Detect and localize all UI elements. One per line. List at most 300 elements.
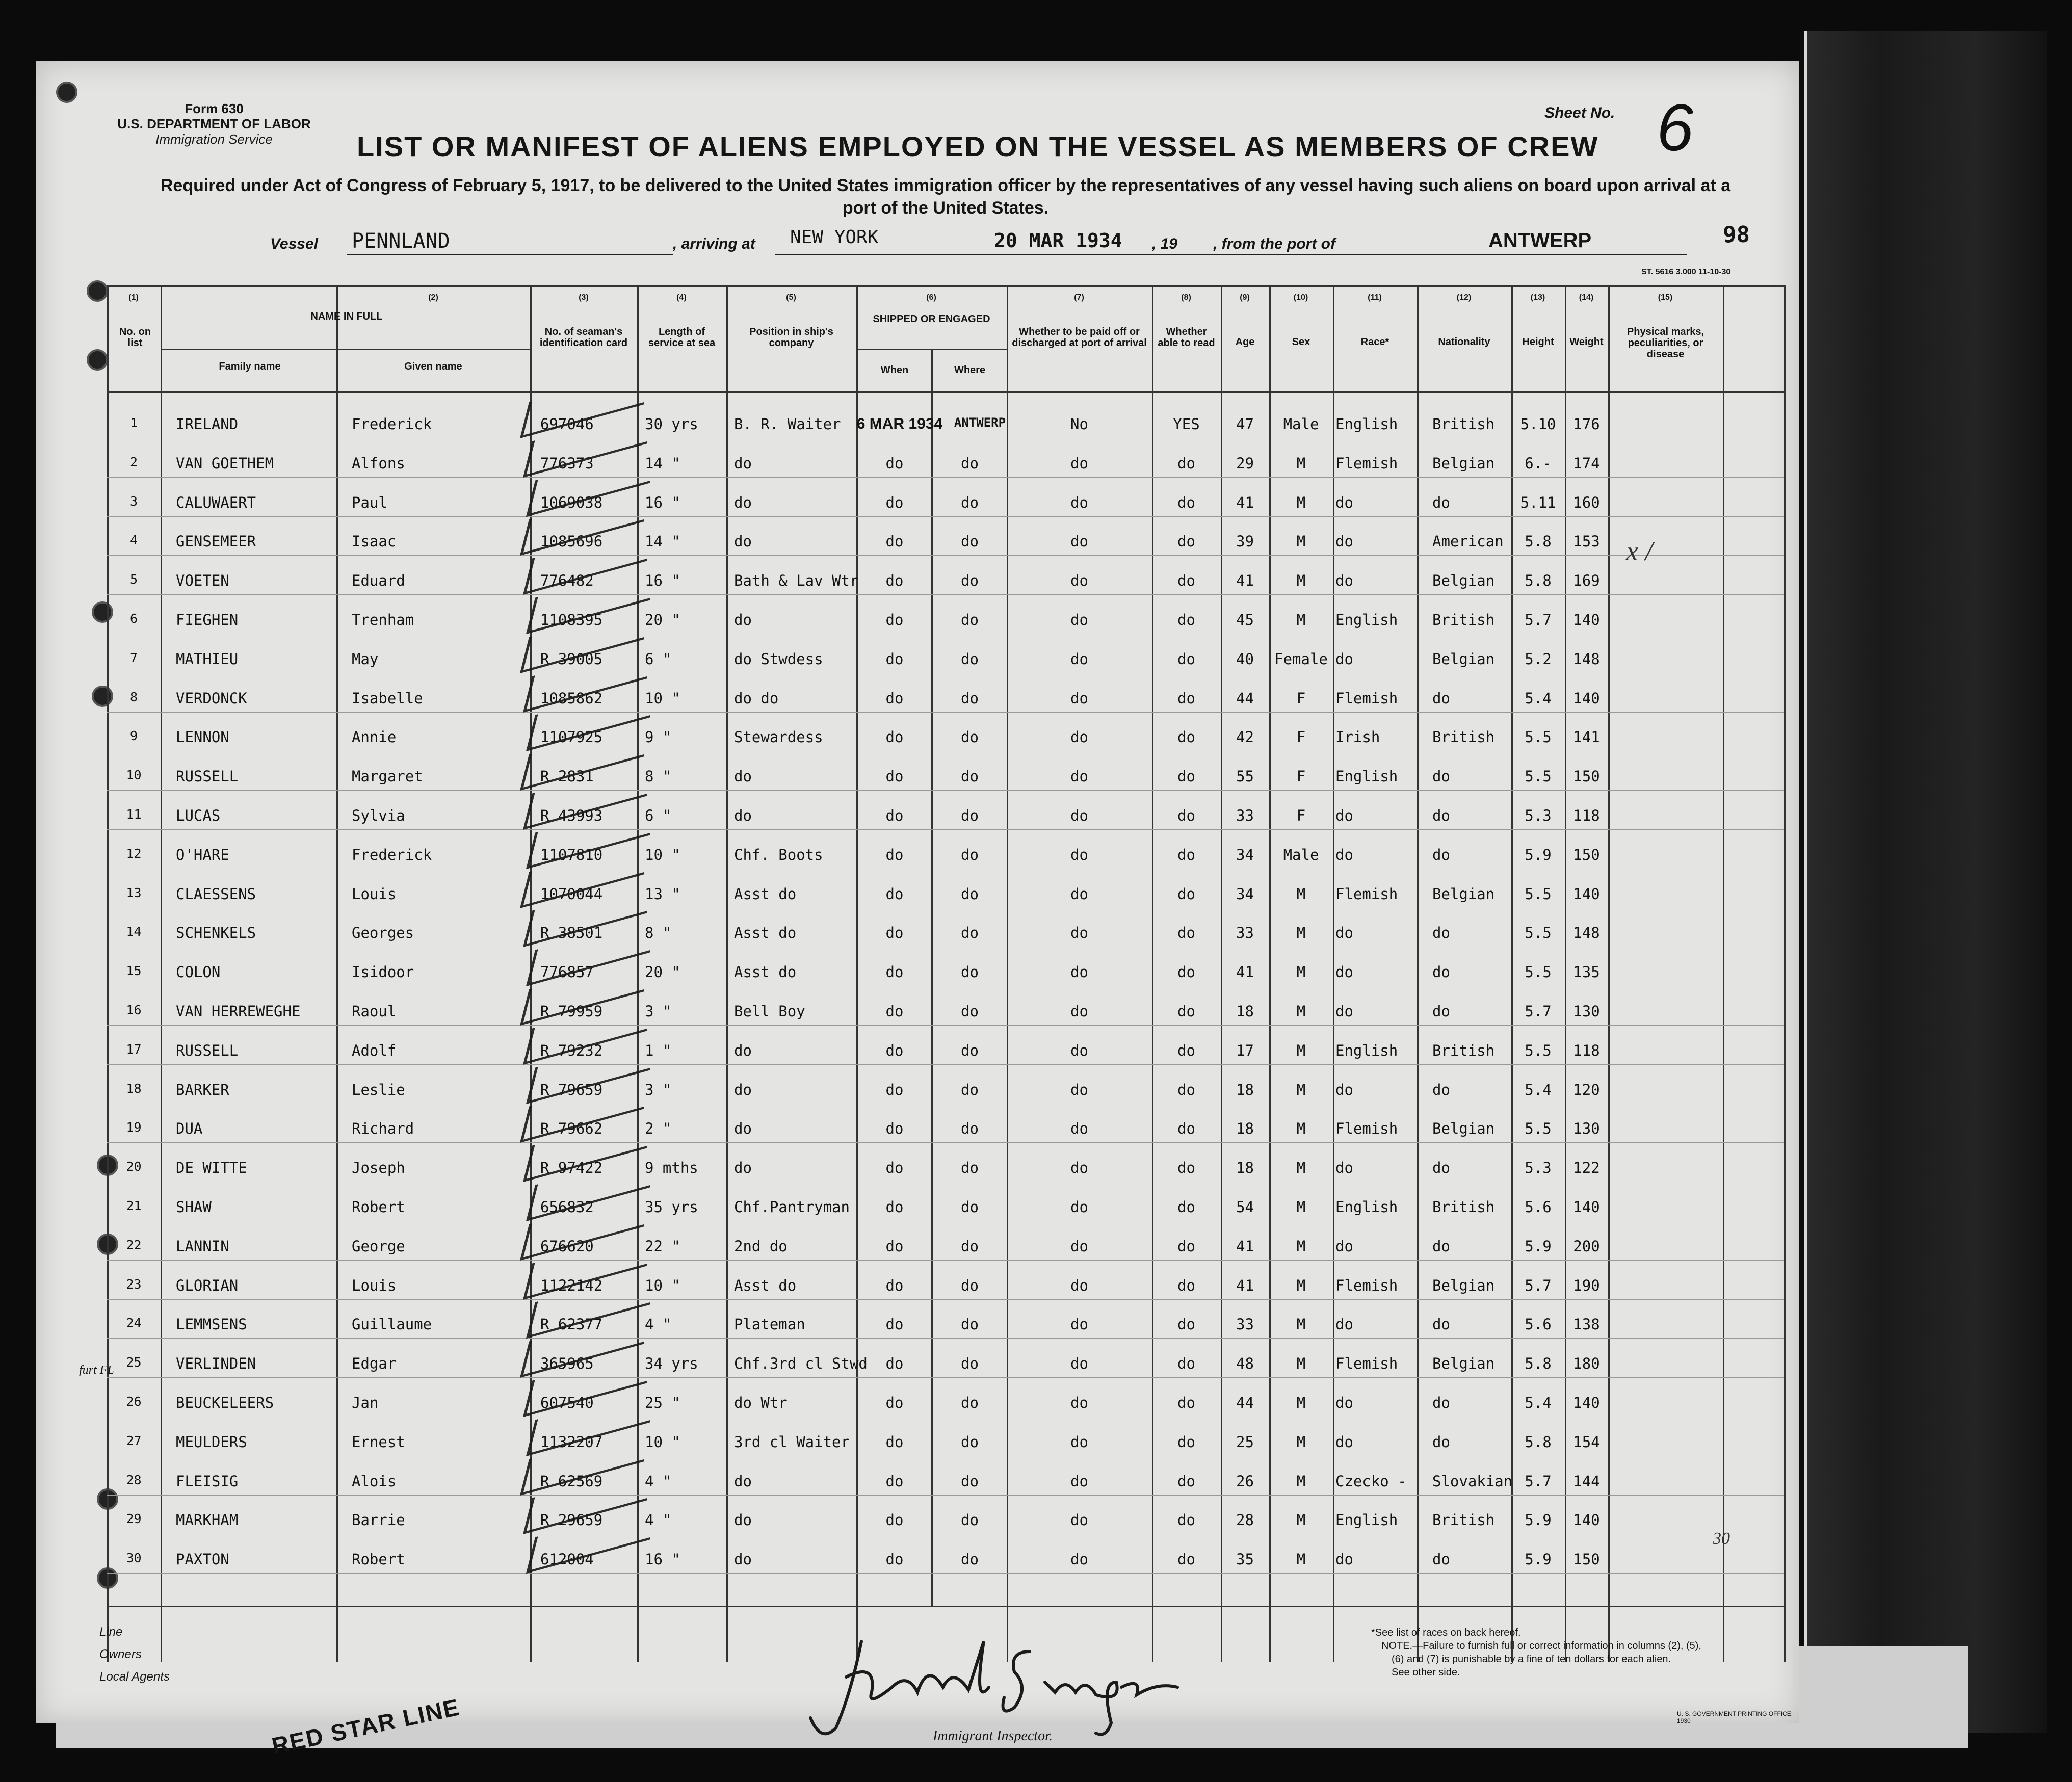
- row-9-position: Stewardess: [734, 728, 823, 746]
- row-7-read: do: [1177, 650, 1195, 668]
- row-12-no: 12: [126, 846, 142, 861]
- row-17-given: Adolf: [352, 1041, 397, 1059]
- row-16-nationality: do: [1432, 1003, 1450, 1020]
- row-11-position: do: [734, 807, 752, 824]
- row-26-age: 44: [1236, 1394, 1254, 1411]
- column-header-length-service: Length of service at sea: [648, 326, 716, 349]
- row-4-given: Isaac: [352, 533, 397, 551]
- row-4-race: do: [1335, 533, 1353, 551]
- row-4-family: GENSEMEER: [176, 533, 256, 551]
- row-8-card: 1085862: [540, 689, 603, 707]
- row-5-family: VOETEN: [176, 572, 229, 590]
- row-28-race: Czecko -: [1335, 1472, 1407, 1490]
- row-4-height: 5.8: [1525, 533, 1552, 551]
- row-1-no: 1: [129, 415, 138, 430]
- row-26-sex: M: [1296, 1394, 1306, 1411]
- column-number: (4): [676, 293, 687, 302]
- row-20-height: 5.3: [1525, 1159, 1552, 1177]
- row-9-nationality: British: [1432, 728, 1495, 746]
- inspector-signature: [790, 1631, 1198, 1743]
- row-3-length: 16 ": [645, 493, 680, 511]
- row-25-height: 5.8: [1525, 1355, 1552, 1373]
- column-header-weight: Weight: [1569, 336, 1604, 348]
- row-11-weight: 118: [1573, 807, 1600, 824]
- row-7-nationality: Belgian: [1432, 650, 1495, 668]
- row-5-age: 41: [1236, 572, 1254, 590]
- row-6-nationality: British: [1432, 611, 1495, 628]
- row-19-no: 19: [126, 1120, 142, 1135]
- row-24-height: 5.6: [1525, 1316, 1552, 1333]
- row-1-sex: Male: [1283, 415, 1319, 433]
- row-3-card: 1069038: [540, 493, 603, 511]
- row-17-weight: 118: [1573, 1041, 1600, 1059]
- row-23-family: GLORIAN: [176, 1276, 239, 1294]
- row-30-weight: 150: [1573, 1551, 1600, 1568]
- column-header-paid-off: Whether to be paid off or discharged at port of arrival: [1012, 326, 1147, 349]
- row-17-position: do: [734, 1041, 752, 1059]
- row-8-nationality: do: [1432, 689, 1450, 707]
- row-1-nationality: British: [1432, 415, 1495, 433]
- row-16-family: VAN HERREWEGHE: [176, 1003, 301, 1020]
- row-19-sex: M: [1296, 1120, 1306, 1138]
- row-27-card: 1132207: [540, 1433, 603, 1451]
- row-30-card: 612004: [540, 1551, 594, 1568]
- row-29-age: 28: [1236, 1511, 1254, 1529]
- row-16-given: Raoul: [352, 1003, 397, 1020]
- vessel-name: PENNLAND: [352, 229, 450, 253]
- row-1-position: B. R. Waiter: [734, 415, 841, 433]
- row-10-paid: do: [1070, 768, 1088, 785]
- row-14-paid: do: [1070, 924, 1088, 942]
- row-5-race: do: [1335, 572, 1353, 590]
- row-28-no: 28: [126, 1472, 142, 1487]
- row-20-where: do: [961, 1159, 979, 1177]
- row-13-position: Asst do: [734, 885, 797, 903]
- row-6-no: 6: [129, 611, 138, 626]
- row-10-family: RUSSELL: [176, 768, 239, 785]
- row-4-where: do: [961, 533, 979, 551]
- column-header-nationality: Nationality: [1438, 336, 1490, 348]
- row-6-family: FIEGHEN: [176, 611, 239, 628]
- row-29-height: 5.9: [1525, 1511, 1552, 1529]
- row-3-position: do: [734, 493, 752, 511]
- row-6-paid: do: [1070, 611, 1088, 628]
- row-27-height: 5.8: [1525, 1433, 1552, 1451]
- row-28-given: Alois: [352, 1472, 397, 1490]
- row-22-race: do: [1335, 1237, 1353, 1255]
- row-24-read: do: [1177, 1316, 1195, 1333]
- row-23-sex: M: [1296, 1276, 1306, 1294]
- row-20-paid: do: [1070, 1159, 1088, 1177]
- row-5-weight: 169: [1573, 572, 1600, 590]
- row-16-card: R 79959: [540, 1003, 603, 1020]
- row-9-read: do: [1177, 728, 1195, 746]
- row-2-age: 29: [1236, 454, 1254, 472]
- column-number: (8): [1181, 293, 1191, 302]
- row-9-no: 9: [129, 728, 138, 744]
- row-23-position: Asst do: [734, 1276, 797, 1294]
- row-16-length: 3 ": [645, 1003, 672, 1020]
- row-7-sex: Female: [1274, 650, 1328, 668]
- row-30-read: do: [1177, 1551, 1195, 1568]
- row-22-where: do: [961, 1237, 979, 1255]
- footer-labels: [99, 1621, 170, 1688]
- row-11-when: do: [885, 807, 904, 824]
- row-30-nationality: do: [1432, 1551, 1450, 1568]
- row-16-race: do: [1335, 1003, 1353, 1020]
- row-11-where: do: [961, 807, 979, 824]
- row-26-when: do: [885, 1394, 904, 1411]
- row-22-card: 676620: [540, 1237, 594, 1255]
- row-19-paid: do: [1070, 1120, 1088, 1138]
- row-28-nationality: Slovakian: [1432, 1472, 1513, 1490]
- row-1-height: 5.10: [1520, 415, 1556, 433]
- row-25-length: 34 yrs: [645, 1355, 698, 1373]
- row-15-length: 20 ": [645, 963, 680, 981]
- row-19-given: Richard: [352, 1120, 414, 1138]
- line-label: Line: [99, 1625, 123, 1639]
- row-2-family: VAN GOETHEM: [176, 454, 274, 472]
- owners-label: Owners: [99, 1647, 142, 1661]
- row-5-read: do: [1177, 572, 1195, 590]
- row-16-position: Bell Boy: [734, 1003, 805, 1020]
- row-28-where: do: [961, 1472, 979, 1490]
- row-15-paid: do: [1070, 963, 1088, 981]
- column-number: (11): [1368, 293, 1382, 302]
- column-number: (10): [1293, 293, 1308, 302]
- row-29-family: MARKHAM: [176, 1511, 239, 1529]
- row-5-nationality: Belgian: [1432, 572, 1495, 590]
- row-10-sex: F: [1296, 768, 1306, 785]
- row-6-length: 20 ": [645, 611, 680, 628]
- row-25-age: 48: [1236, 1355, 1254, 1373]
- row-3-height: 5.11: [1520, 493, 1556, 511]
- row-13-paid: do: [1070, 885, 1088, 903]
- row-5-sex: M: [1296, 572, 1306, 590]
- row-21-sex: M: [1296, 1198, 1306, 1216]
- row-9-where: do: [961, 728, 979, 746]
- row-30-when: do: [885, 1551, 904, 1568]
- row-28-age: 26: [1236, 1472, 1254, 1490]
- row-4-length: 14 ": [645, 533, 680, 551]
- column-number: (13): [1530, 293, 1545, 302]
- row-24-paid: do: [1070, 1316, 1088, 1333]
- row-23-read: do: [1177, 1276, 1195, 1294]
- row-30-length: 16 ": [645, 1551, 680, 1568]
- row-13-where: do: [961, 885, 979, 903]
- row-19-race: Flemish: [1335, 1120, 1398, 1138]
- column-header-when: When: [880, 364, 909, 376]
- row-17-no: 17: [126, 1041, 142, 1057]
- row-10-where: do: [961, 768, 979, 785]
- row-15-when: do: [885, 963, 904, 981]
- row-19-position: do: [734, 1120, 752, 1138]
- row-8-position: do do: [734, 689, 779, 707]
- row-24-nationality: do: [1432, 1316, 1450, 1333]
- row-16-where: do: [961, 1003, 979, 1020]
- row-25-given: Edgar: [352, 1355, 397, 1373]
- column-header-height: Height: [1522, 336, 1554, 348]
- row-5-length: 16 ": [645, 572, 680, 590]
- row-12-height: 5.9: [1525, 846, 1552, 863]
- row-8-race: Flemish: [1335, 689, 1398, 707]
- row-9-card: 1107925: [540, 728, 603, 746]
- row-23-given: Louis: [352, 1276, 397, 1294]
- column-header-shipped-engaged: SHIPPED OR ENGAGED: [873, 313, 990, 325]
- row-22-no: 22: [126, 1237, 142, 1252]
- column-header-where: Where: [954, 364, 986, 376]
- row-4-nationality: American: [1432, 533, 1504, 551]
- fine-note-cont: (6) and (7) is punishable by a fine of ten dollars for each alien.: [1392, 1654, 1671, 1665]
- row-30-position: do: [734, 1551, 752, 1568]
- red-star-line-stamp: RED STAR LINE: [269, 1693, 462, 1760]
- department: U.S. DEPARTMENT OF LABOR: [117, 116, 311, 132]
- fine-note: NOTE.—Failure to furnish full or correct information in columns (2), (5),: [1381, 1640, 1701, 1652]
- row-27-nationality: do: [1432, 1433, 1450, 1451]
- row-12-read: do: [1177, 846, 1195, 863]
- row-2-paid: do: [1070, 454, 1088, 472]
- row-26-read: do: [1177, 1394, 1195, 1411]
- row-22-family: LANNIN: [176, 1237, 229, 1255]
- row-26-weight: 140: [1573, 1394, 1600, 1411]
- row-13-race: Flemish: [1335, 885, 1398, 903]
- row-5-given: Eduard: [352, 572, 405, 590]
- row-29-where: do: [961, 1511, 979, 1529]
- row-10-no: 10: [126, 768, 142, 783]
- row-7-card: R 39005: [540, 650, 603, 668]
- row-14-nationality: do: [1432, 924, 1450, 942]
- row-27-family: MEULDERS: [176, 1433, 247, 1451]
- row-7-family: MATHIEU: [176, 650, 239, 668]
- row-5-card: 776482: [540, 572, 594, 590]
- inspector-label: Immigrant Inspector.: [933, 1728, 1053, 1744]
- row-3-when: do: [885, 493, 904, 511]
- row-2-height: 6.-: [1525, 454, 1552, 472]
- row-24-position: Plateman: [734, 1316, 805, 1333]
- row-27-race: do: [1335, 1433, 1353, 1451]
- row-14-card: R 38501: [540, 924, 603, 942]
- row-7-where: do: [961, 650, 979, 668]
- row-7-age: 40: [1236, 650, 1254, 668]
- row-6-given: Trenham: [352, 611, 414, 628]
- row-19-read: do: [1177, 1120, 1195, 1138]
- column-header-sex: Sex: [1292, 336, 1310, 348]
- row-13-no: 13: [126, 885, 142, 900]
- row-28-card: R 62569: [540, 1472, 603, 1490]
- other-side-note: See other side.: [1392, 1667, 1460, 1678]
- row-24-when: do: [885, 1316, 904, 1333]
- column-number: (5): [786, 293, 796, 302]
- row-8-paid: do: [1070, 689, 1088, 707]
- row-11-paid: do: [1070, 807, 1088, 824]
- row-17-sex: M: [1296, 1041, 1306, 1059]
- row-6-card: 1108395: [540, 611, 603, 628]
- row-15-height: 5.5: [1525, 963, 1552, 981]
- row-29-race: English: [1335, 1511, 1398, 1529]
- row-1-length: 30 yrs: [645, 415, 698, 433]
- pencil-count: 30: [1713, 1529, 1730, 1548]
- row-26-given: Jan: [352, 1394, 379, 1411]
- row-26-where: do: [961, 1394, 979, 1411]
- row-2-given: Alfons: [352, 454, 405, 472]
- row-13-sex: M: [1296, 885, 1306, 903]
- row-23-length: 10 ": [645, 1276, 680, 1294]
- row-24-card: R 62377: [540, 1316, 603, 1333]
- row-26-race: do: [1335, 1394, 1353, 1411]
- row-20-given: Joseph: [352, 1159, 405, 1177]
- row-7-race: do: [1335, 650, 1353, 668]
- row-2-read: do: [1177, 454, 1195, 472]
- row-22-weight: 200: [1573, 1237, 1600, 1255]
- row-14-length: 8 ": [645, 924, 672, 942]
- row-19-height: 5.5: [1525, 1120, 1552, 1138]
- row-27-sex: M: [1296, 1433, 1306, 1451]
- row-5-where: do: [961, 572, 979, 590]
- row-28-weight: 144: [1573, 1472, 1600, 1490]
- column-header-age: Age: [1235, 336, 1255, 348]
- column-number: (3): [579, 293, 589, 302]
- row-8-read: do: [1177, 689, 1195, 707]
- row-18-card: R 79659: [540, 1081, 603, 1098]
- row-14-when: do: [885, 924, 904, 942]
- row-1-age: 47: [1236, 415, 1254, 433]
- row-6-position: do: [734, 611, 752, 628]
- column-number: (7): [1074, 293, 1084, 302]
- row-21-when: do: [885, 1198, 904, 1216]
- row-1-card: 697046: [540, 415, 594, 433]
- row-25-where: do: [961, 1355, 979, 1373]
- row-16-no: 16: [126, 1003, 142, 1017]
- row-12-paid: do: [1070, 846, 1088, 863]
- row-4-read: do: [1177, 533, 1195, 551]
- row-7-paid: do: [1070, 650, 1088, 668]
- pencil-mark-row4: x /: [1626, 536, 1653, 566]
- row-21-position: Chf.Pantryman: [734, 1198, 850, 1216]
- column-header-physical-marks: Physical marks, peculiarities, or disease: [1627, 326, 1704, 360]
- row-3-age: 41: [1236, 493, 1254, 511]
- row-26-card: 607540: [540, 1394, 594, 1411]
- stock-code: ST. 5616 3.000 11-10-30: [1641, 268, 1731, 276]
- row-18-weight: 120: [1573, 1081, 1600, 1098]
- row-23-when: do: [885, 1276, 904, 1294]
- row-9-when: do: [885, 728, 904, 746]
- printing-office-mark: U. S. GOVERNMENT PRINTING OFFICE: 1930: [1677, 1710, 1793, 1724]
- row-20-no: 20: [126, 1159, 142, 1174]
- row-6-sex: M: [1296, 611, 1306, 628]
- row-24-sex: M: [1296, 1316, 1306, 1333]
- row-27-length: 10 ": [645, 1433, 680, 1451]
- row-3-family: CALUWAERT: [176, 493, 256, 511]
- row-2-where: do: [961, 454, 979, 472]
- row-18-race: do: [1335, 1081, 1353, 1098]
- row-10-length: 8 ": [645, 768, 672, 785]
- row-22-read: do: [1177, 1237, 1195, 1255]
- row-20-position: do: [734, 1159, 752, 1177]
- row-29-read: do: [1177, 1511, 1195, 1529]
- row-3-nationality: do: [1432, 493, 1450, 511]
- races-note: *See list of races on back hereof.: [1371, 1627, 1521, 1638]
- row-12-where: do: [961, 846, 979, 863]
- row-17-card: R 79232: [540, 1041, 603, 1059]
- row-22-position: 2nd do: [734, 1237, 788, 1255]
- row-21-read: do: [1177, 1198, 1195, 1216]
- row-2-sex: M: [1296, 454, 1306, 472]
- row-12-family: O'HARE: [176, 846, 229, 863]
- row-3-given: Paul: [352, 493, 387, 511]
- row-5-no: 5: [129, 572, 138, 587]
- row-3-where: do: [961, 493, 979, 511]
- row-28-paid: do: [1070, 1472, 1088, 1490]
- row-1-paid: No: [1070, 415, 1088, 433]
- row-14-sex: M: [1296, 924, 1306, 942]
- row-21-where: do: [961, 1198, 979, 1216]
- row-27-paid: do: [1070, 1433, 1088, 1451]
- row-9-sex: F: [1296, 728, 1306, 746]
- row-16-when: do: [885, 1003, 904, 1020]
- row-7-height: 5.2: [1525, 650, 1552, 668]
- vessel-label: Vessel: [270, 235, 318, 252]
- service: Immigration Service: [155, 132, 273, 147]
- row-20-family: DE WITTE: [176, 1159, 247, 1177]
- row-18-no: 18: [126, 1081, 142, 1096]
- row-29-nationality: British: [1432, 1511, 1495, 1529]
- row-15-sex: M: [1296, 963, 1306, 981]
- row-24-length: 4 ": [645, 1316, 672, 1333]
- row-10-card: R 2831: [540, 768, 594, 785]
- row-6-read: do: [1177, 611, 1195, 628]
- row-24-where: do: [961, 1316, 979, 1333]
- column-number: (9): [1240, 293, 1250, 302]
- row-13-weight: 140: [1573, 885, 1600, 903]
- row-1-when: 6 MAR 1934: [856, 415, 943, 432]
- row-19-when: do: [885, 1120, 904, 1138]
- row-22-height: 5.9: [1525, 1237, 1552, 1255]
- row-20-age: 18: [1236, 1159, 1254, 1177]
- row-10-height: 5.5: [1525, 768, 1552, 785]
- row-24-race: do: [1335, 1316, 1353, 1333]
- row-12-length: 10 ": [645, 846, 680, 863]
- row-26-length: 25 ": [645, 1394, 680, 1411]
- row-15-position: Asst do: [734, 963, 797, 981]
- row-21-card: 656832: [540, 1198, 594, 1216]
- row-9-length: 9 ": [645, 728, 672, 746]
- row-18-length: 3 ": [645, 1081, 672, 1098]
- row-17-length: 1 ": [645, 1041, 672, 1059]
- row-8-age: 44: [1236, 689, 1254, 707]
- row-29-paid: do: [1070, 1511, 1088, 1529]
- row-8-given: Isabelle: [352, 689, 423, 707]
- row-11-card: R 43993: [540, 807, 603, 824]
- row-17-read: do: [1177, 1041, 1195, 1059]
- row-13-height: 5.5: [1525, 885, 1552, 903]
- row-9-paid: do: [1070, 728, 1088, 746]
- row-6-where: do: [961, 611, 979, 628]
- row-2-nationality: Belgian: [1432, 454, 1495, 472]
- row-23-paid: do: [1070, 1276, 1088, 1294]
- row-16-paid: do: [1070, 1003, 1088, 1020]
- row-13-given: Louis: [352, 885, 397, 903]
- row-27-given: Ernest: [352, 1433, 405, 1451]
- row-8-height: 5.4: [1525, 689, 1552, 707]
- row-11-age: 33: [1236, 807, 1254, 824]
- row-23-card: 1122142: [540, 1276, 603, 1294]
- header-rule: [107, 391, 1784, 393]
- row-13-age: 34: [1236, 885, 1254, 903]
- row-16-weight: 130: [1573, 1003, 1600, 1020]
- row-21-length: 35 yrs: [645, 1198, 698, 1216]
- row-11-sex: F: [1296, 807, 1306, 824]
- column-header-name-in-full: NAME IN FULL: [310, 311, 383, 322]
